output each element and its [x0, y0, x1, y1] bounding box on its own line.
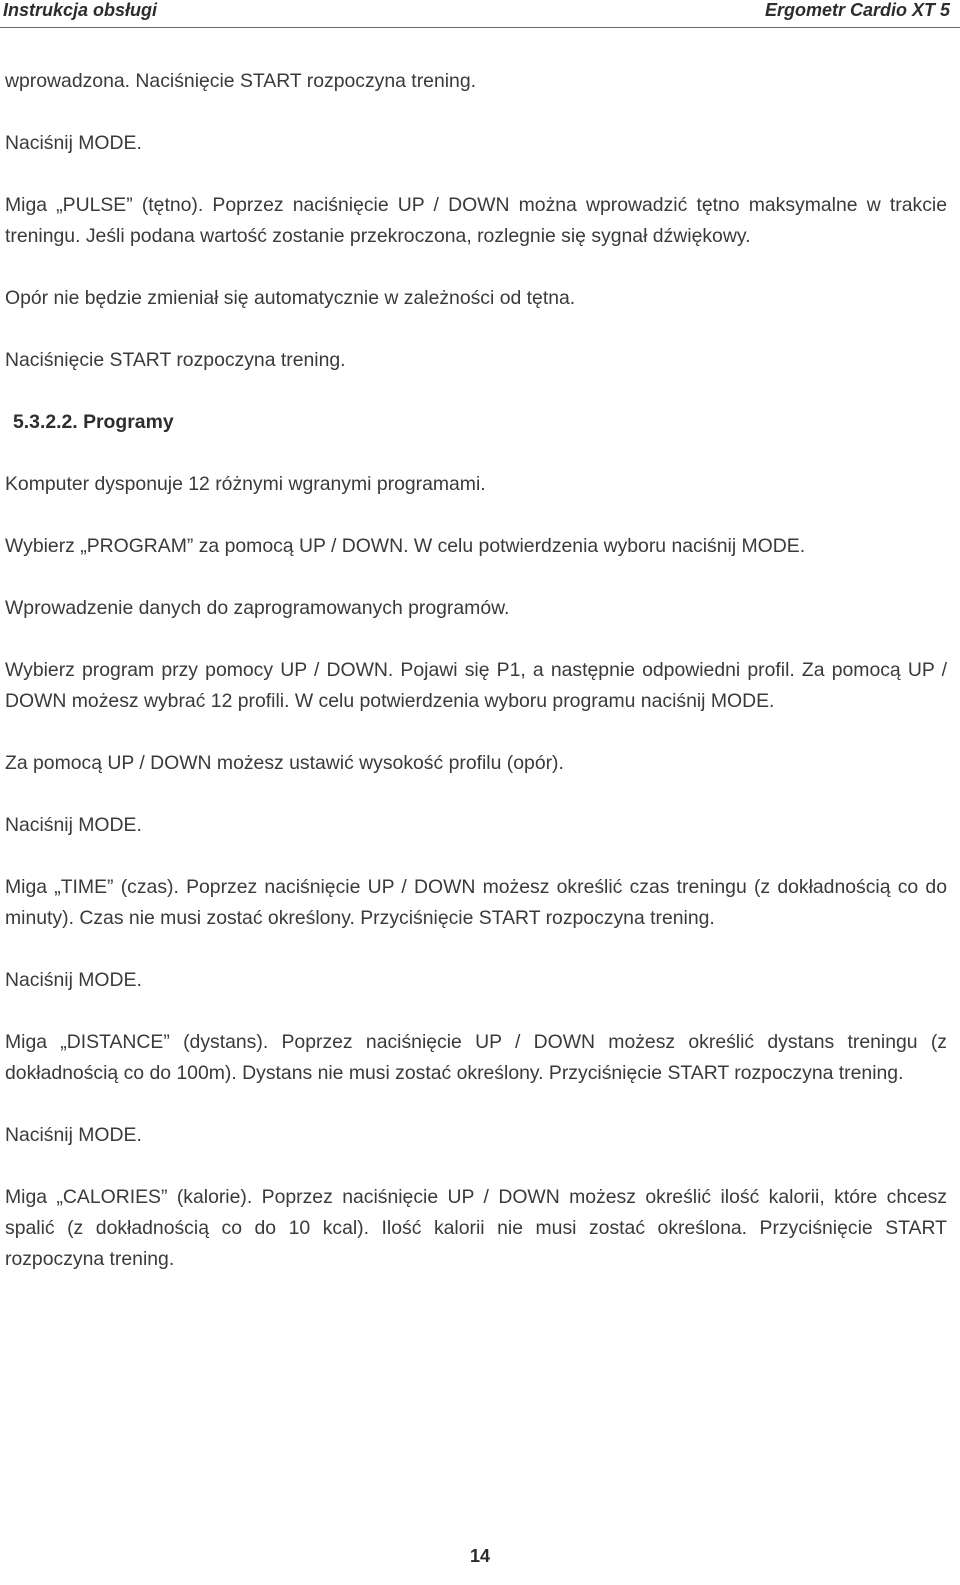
paragraph: Naciśnięcie START rozpoczyna trening. — [5, 349, 346, 371]
spacer — [5, 314, 947, 345]
spacer — [5, 562, 947, 593]
paragraph: Wprowadzenie danych do zaprogramowanych programów. — [5, 597, 510, 619]
spacer — [5, 159, 947, 190]
manual-title: Instrukcja obsługi — [3, 0, 158, 20]
paragraph: Naciśnij MODE. — [5, 1124, 142, 1146]
spacer — [5, 376, 947, 407]
page-number: 14 — [469, 1546, 491, 1566]
spacer — [5, 717, 947, 748]
spacer — [5, 841, 947, 872]
paragraph: Naciśnij MODE. — [5, 132, 142, 154]
spacer — [5, 252, 947, 283]
paragraph: Komputer dysponuje 12 różnymi wgranymi programami. — [5, 473, 486, 495]
paragraph: wprowadzona. Naciśnięcie START rozpoczyna trening. — [5, 70, 476, 92]
paragraph: Opór nie będzie zmieniał się automatycznie w zależności od tętna. — [5, 287, 576, 309]
spacer — [5, 1151, 947, 1182]
paragraph: Miga „DISTANCE” (dystans). Poprzez naciśnięcie UP / DOWN możesz określić dystans treningu (z dokładnością co do 100m). Dystans nie musi zostać określony. Przyciśnięcie START rozpoczyna trening. — [5, 1031, 947, 1084]
paragraph: Wybierz „PROGRAM” za pomocą UP / DOWN. W celu potwierdzenia wyboru naciśnij MODE. — [5, 535, 806, 557]
spacer — [5, 934, 947, 965]
section-heading: 5.3.2.2. Programy — [13, 411, 174, 433]
paragraph: Za pomocą UP / DOWN możesz ustawić wysokość profilu (opór). — [5, 752, 564, 774]
header-divider — [0, 27, 960, 28]
page-header — [0, 0, 960, 30]
paragraph: Miga „TIME” (czas). Poprzez naciśnięcie UP / DOWN możesz określić czas treningu (z dokładnością co do minuty). Czas nie musi zostać określony. Przyciśnięcie START rozpoczyna trening. — [5, 876, 947, 929]
product-title: Ergometr Cardio XT 5 — [764, 0, 950, 20]
paragraph: Miga „CALORIES” (kalorie). Poprzez naciśnięcie UP / DOWN możesz określić ilość kalorii, które chcesz spalić (z dokładnością co do 10 kcal). Ilość kalorii nie musi zostać określona. Przyciśnięcie START rozpoczyna trening. — [5, 1186, 947, 1270]
spacer — [5, 97, 947, 128]
spacer — [5, 438, 947, 469]
spacer — [5, 1089, 947, 1120]
page-body — [5, 66, 947, 1275]
spacer — [5, 624, 947, 655]
spacer — [5, 779, 947, 810]
spacer — [5, 500, 947, 531]
paragraph: Naciśnij MODE. — [5, 969, 142, 991]
spacer — [5, 996, 947, 1027]
paragraph: Naciśnij MODE. — [5, 814, 142, 836]
paragraph: Wybierz program przy pomocy UP / DOWN. Pojawi się P1, a następnie odpowiedni profil. Za pomocą UP / DOWN możesz wybrać 12 profili. W celu potwierdzenia wyboru programu naciśnij MODE. — [5, 659, 947, 712]
paragraph: Miga „PULSE” (tętno). Poprzez naciśnięcie UP / DOWN można wprowadzić tętno maksymalne w trakcie treningu. Jeśli podana wartość zostanie przekroczona, rozlegnie się sygnał dźwiękowy. — [5, 194, 947, 247]
